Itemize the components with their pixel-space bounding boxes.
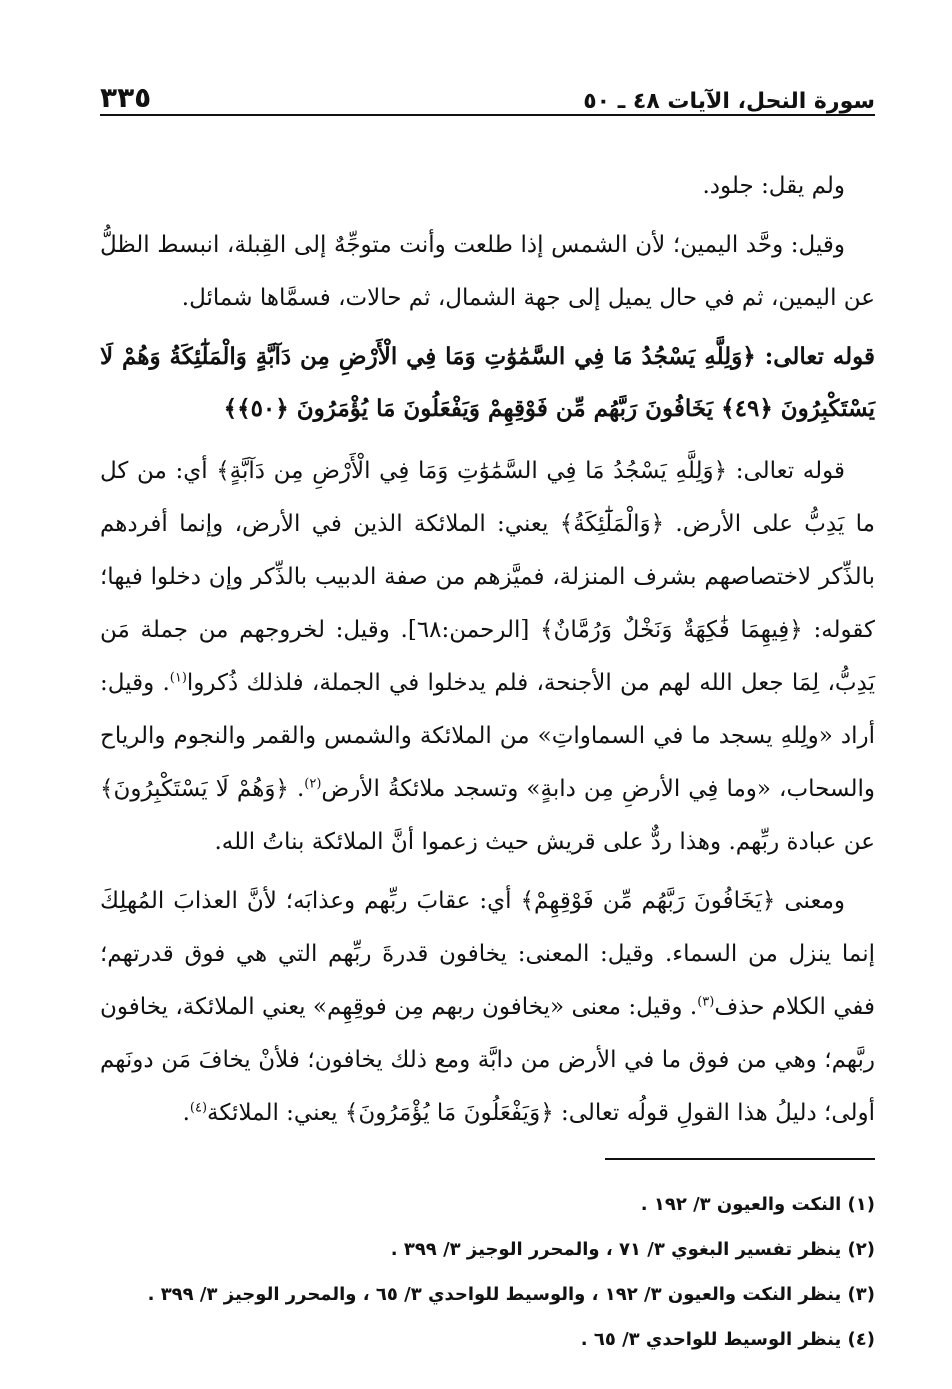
footnote-ref-3: (٣) xyxy=(697,994,715,1010)
footnote-ref-1: (١) xyxy=(169,670,187,686)
running-title: سورة النحل، الآيات ٤٨ ـ ٥٠ xyxy=(583,89,875,114)
footnote-separator xyxy=(605,1158,875,1160)
paragraph-3-part-c: . ﴿وَهُمْ لَا يَسْتَكْبِرُونَ﴾ عن عبادة ربِّهم. وهذا ردٌّ على قريش حيث زعموا أنَّ الملائكة بناتُ الله. xyxy=(100,776,875,855)
paragraph-4-part-a: ومعنى ﴿يَخَافُونَ رَبَّهُم مِّن فَوْقِهِمْ﴾ أي: عقابَ ربِّهم وعذابَه؛ لأنَّ العذابَ المُهلِكَ إنما ينزل من السماء. وقيل: المعنى: يخافون قدرةَ ربِّهم التي هي فوق قدرتهم؛ ففي الكلام حذف xyxy=(100,888,875,1020)
footnote-1: (١) النكت والعيون ٣/ ١٩٢ . xyxy=(640,1194,875,1215)
paragraph-3-part-a: قوله تعالى: ﴿وَلِلَّهِ يَسْجُدُ مَا فِي السَّمَٰوَٰتِ وَمَا فِي الْأَرْضِ مِن دَآبَّةٍ﴾ أي: من كل ما يَدِبُّ على الأرض. ﴿وَالْمَلَٰٓئِكَةُ﴾ يعني: الملائكة الذين في الأرض، وإنما أفردهم بالذِّكر لاختصاصهم بشرف المنزلة، فميَّزهم من صفة الدبيب بالذِّكر وإن دخلوا فيها؛ كقوله: ﴿فِيهِمَا فَٰكِهَةٌ وَنَخْلٌ وَرُمَّانٌ﴾ [الرحمن:٦٨]. وقيل: لخروجهم من جملة مَن يَدِبُّ، لِمَا جعل الله لهم من الأجنحة، فلم يدخلوا في الجملة، فلذلك ذُكروا xyxy=(100,458,875,696)
footnote-ref-4: (٤) xyxy=(189,1100,208,1116)
paragraph-4-part-c: . xyxy=(182,1100,190,1126)
page-body xyxy=(100,160,875,1140)
footnotes xyxy=(100,1182,875,1362)
footnote-ref-2: (٢) xyxy=(304,776,322,792)
page xyxy=(100,70,875,1362)
paragraph-3 xyxy=(100,445,875,869)
footnote-2: (٢) ينظر تفسير البغوي ٣/ ٧١ ، والمحرر الوجيز ٣/ ٣٩٩ . xyxy=(390,1239,875,1260)
verse-label: قوله تعالى: xyxy=(764,343,875,370)
page-header xyxy=(100,70,875,116)
verse-text: ﴿وَلِلَّهِ يَسْجُدُ مَا فِي السَّمَٰوَٰتِ وَمَا فِي الْأَرْضِ مِن دَآبَّةٍ وَالْمَلَٰٓئِكَةُ وَهُمْ لَا يَسْتَكْبِرُونَ ﴿٤٩﴾ يَخَافُونَ رَبَّهُم مِّن فَوْقِهِمْ وَيَفْعَلُونَ مَا يُؤْمَرُونَ ﴿٥٠﴾﴾ xyxy=(100,343,875,422)
footnote-4: (٤) ينظر الوسيط للواحدي ٣/ ٦٥ . xyxy=(580,1329,875,1350)
paragraph-2: وقيل: وحَّد اليمين؛ لأن الشمس إذا طلعت وأنت متوجِّهٌ إلى القِبلة، انبسط الظلُّ عن اليمين، ثم في حال يميل إلى جهة الشمال، ثم حالات، فسمَّاها شمائل. xyxy=(100,232,875,311)
paragraph-4-part-b: . وقيل: معنى «يخافون ربهم مِن فوقِهِم» يعني الملائكة، يخافون ربَّهم؛ وهي من فوق ما في الأرض من دابَّة ومع ذلك يخافون؛ فلأنْ يخافَ مَن دونَهم أولى؛ دليلُ هذا القولِ قولُه تعالى: ﴿وَيَفْعَلُونَ مَا يُؤْمَرُونَ﴾ يعني: الملائكة xyxy=(100,994,875,1126)
paragraph-4 xyxy=(100,875,875,1140)
paragraph-3-part-b: . وقيل: أراد «ولِلهِ يسجد ما في السماواتِ» من الملائكة والشمس والقمر والنجوم والرياح والسحاب، «وما فِي الأرضِ مِن دابةٍ» وتسجد ملائكةُ الأرض xyxy=(100,670,875,802)
footnote-3: (٣) ينظر النكت والعيون ٣/ ١٩٢ ، والوسيط للواحدي ٣/ ٦٥ ، والمحرر الوجيز ٣/ ٣٩٩ . xyxy=(147,1284,875,1305)
verse-block xyxy=(100,331,875,435)
paragraph-1: ولم يقل: جلود. xyxy=(702,173,845,199)
page-number: ٣٣٥ xyxy=(100,81,152,114)
